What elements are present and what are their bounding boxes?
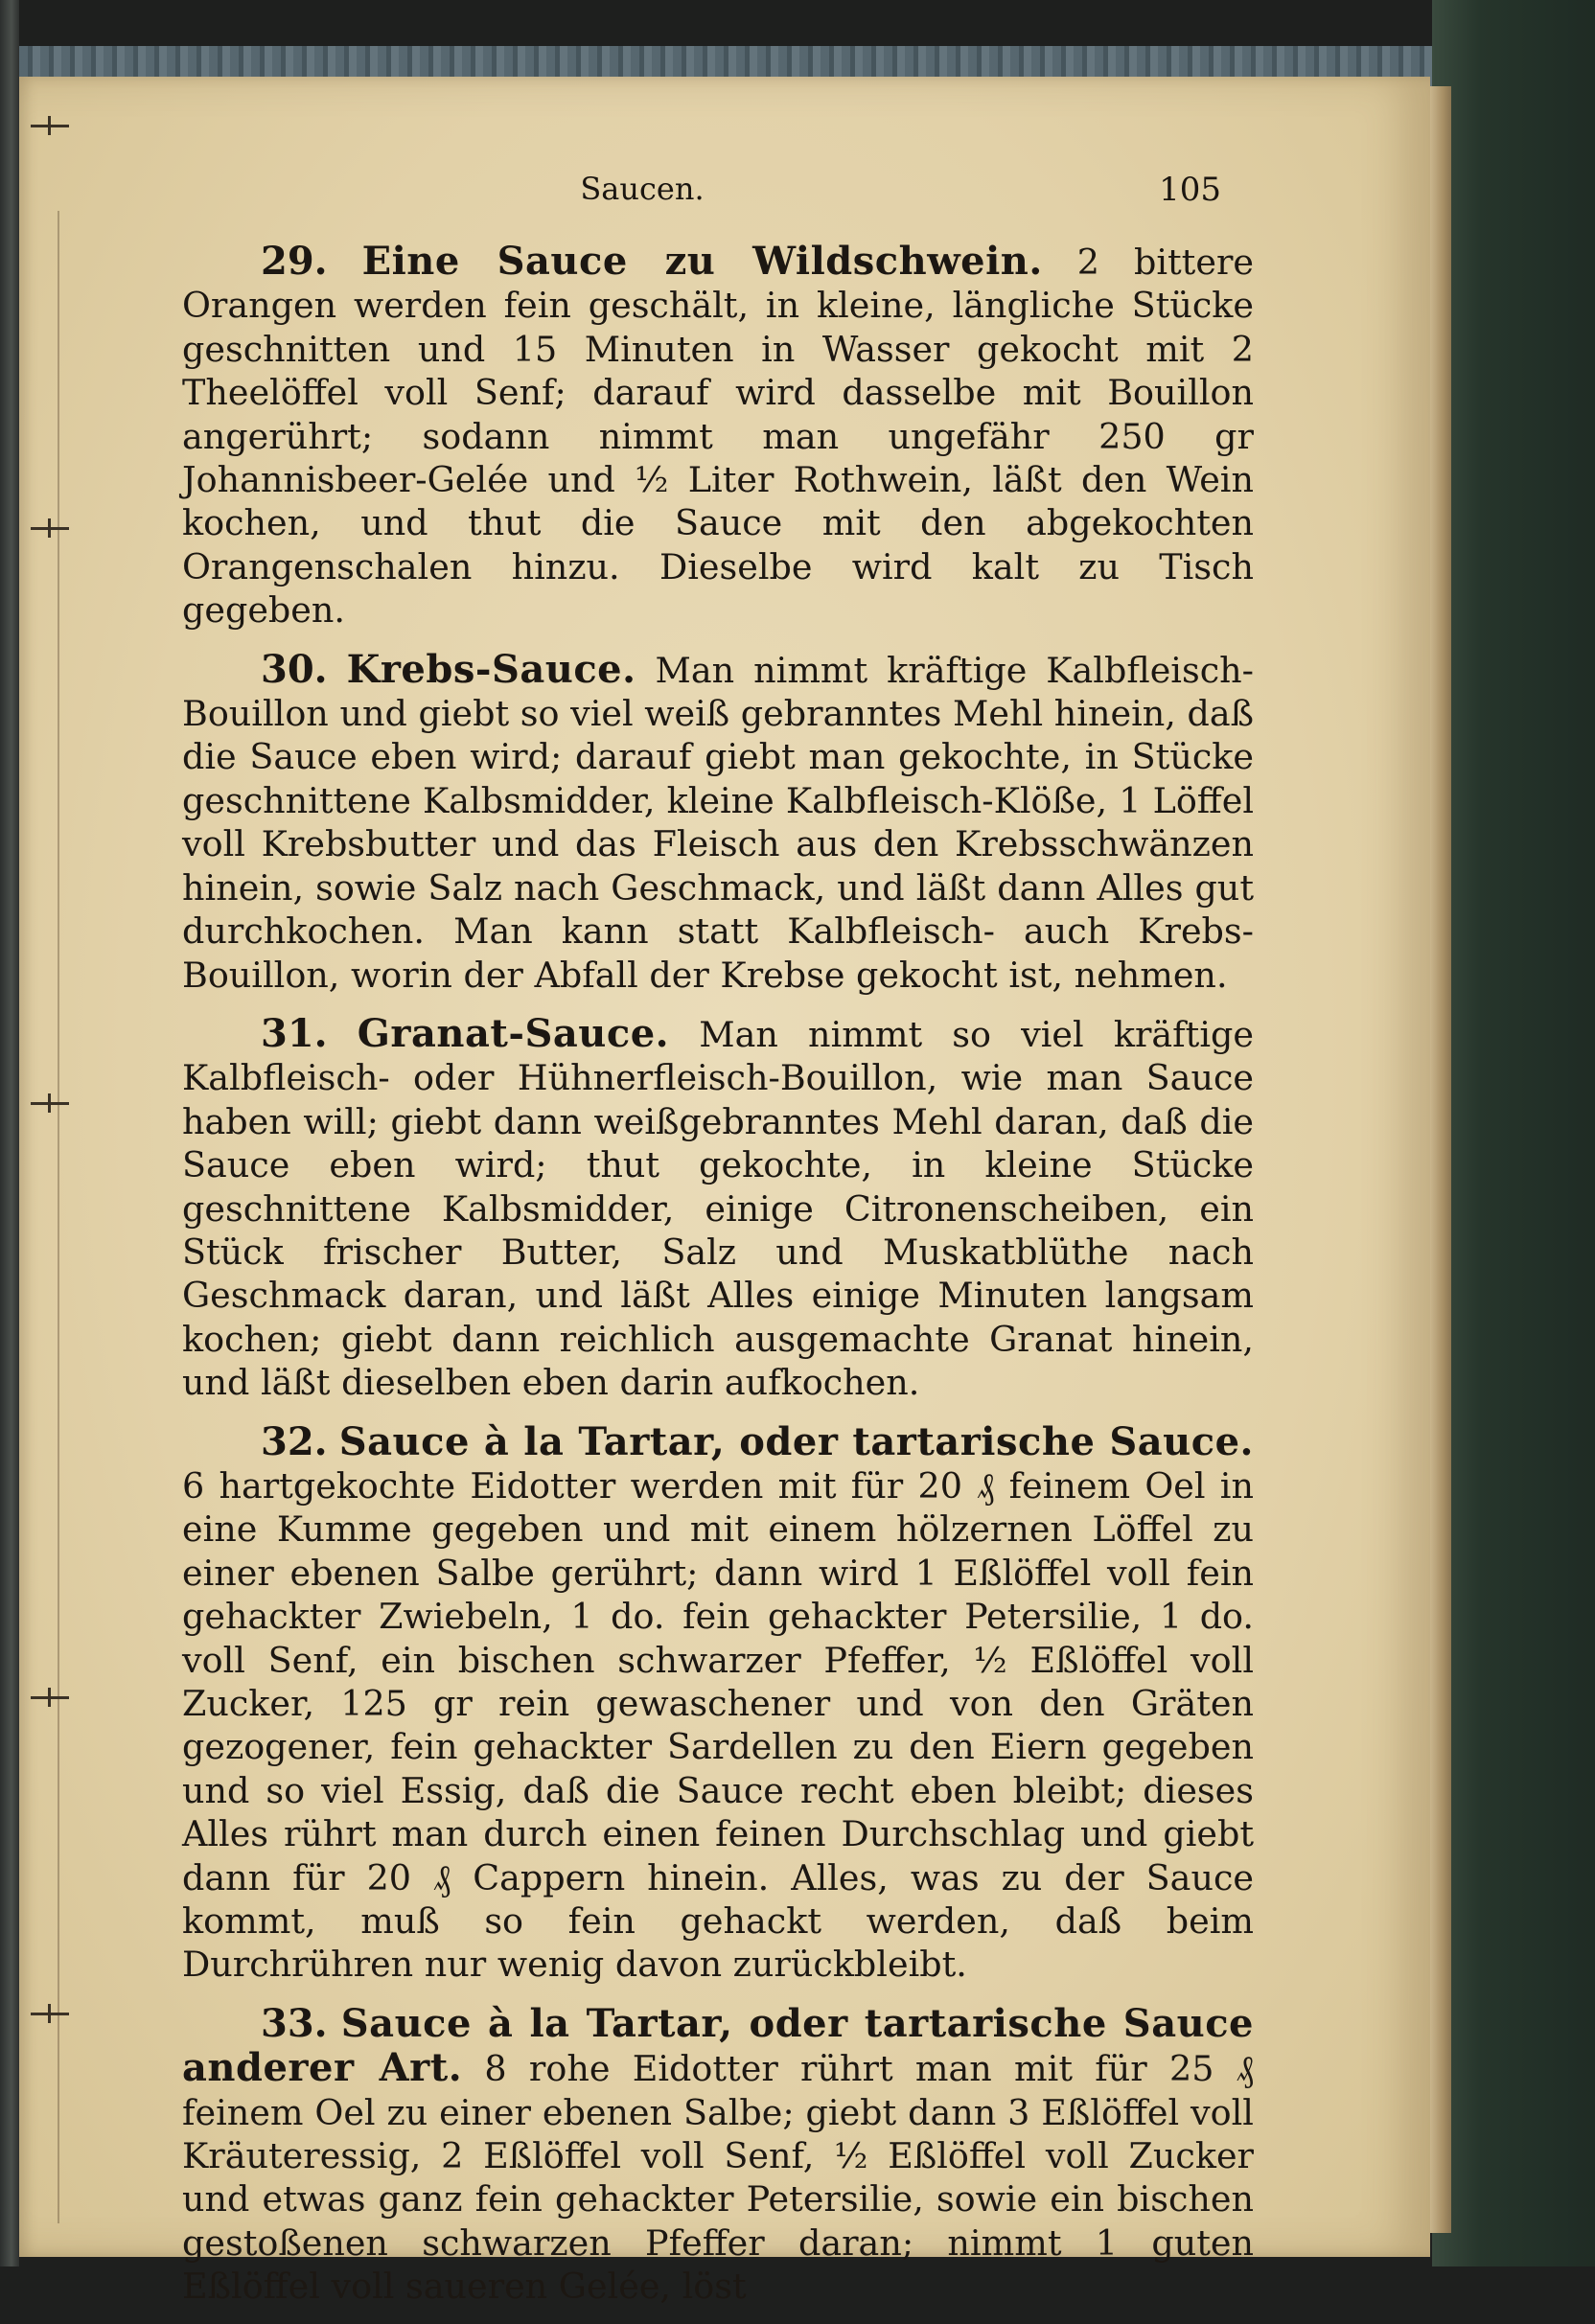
margin-mark: [31, 125, 69, 127]
recipe-text: 8 rohe Eidotter rührt man mit für 25 ₰ feinem Oel zu einer ebenen Salbe; giebt dann 3 Eßlöffel voll Kräuteressig, 2 Eßlöffel voll Senf, ½ Eßlöffel voll Zucker und etwas ganz fein gehackter Petersilie, sowie ein bischen gestoßenen schwarzen Pfeffer daran; nimmt 1 guten Eßlöffel voll saueren Gelée, löst: [182, 2048, 1255, 2308]
page-number: 105: [1159, 171, 1221, 209]
margin-line: [58, 211, 59, 2223]
recipe-title: Eine Sauce zu Wildschwein.: [361, 239, 1043, 284]
recipe-33: [182, 2002, 1254, 2309]
left-book-edge: [0, 0, 19, 2266]
margin-mark: [31, 1102, 69, 1105]
book-page: [19, 77, 1430, 2308]
recipe-number: 31.: [261, 1010, 328, 1056]
recipe-number: 30.: [261, 646, 328, 692]
recipe-number: 29.: [261, 239, 328, 284]
recipe-title: Sauce à la Tartar, oder tartarische Sauce anderer Art.: [182, 2000, 1254, 2091]
recipe-text: Man nimmt so viel kräftige Kalbfleisch- oder Hühnerfleisch-Bouillon, wie man Sauce haben will; giebt dann weißgebranntes Mehl daran, daß die Sauce eben wird; thut gekochte, in kleine Stücke geschnittene Kalbsmidder, einige Citronenscheiben, ein Stück frischer Butter, Salz und Muskatblüthe nach Geschmack daran, und läßt Alles einige Minuten langsam kochen; giebt dann reichlich ausgemachte Granat hinein, und läßt dieselben eben darin aufkochen.: [182, 1013, 1254, 1404]
recipe-title: Krebs-Sauce.: [346, 646, 636, 692]
book-cover-edge: [1432, 0, 1595, 2266]
margin-mark: [31, 527, 69, 530]
recipe-text: Man nimmt kräftige Kalbfleisch-Bouillon und giebt so viel weiß gebranntes Mehl hinein, daß die Sauce eben wird; darauf giebt man gekochte, in Stücke geschnittene Kalbsmidder, kleine Kalbfleisch-Klöße, 1 Löffel voll Krebsbutter und das Fleisch aus den Krebsschwänzen hinein, sowie Salz nach Geschmack, und läßt dann Alles gut durchkochen. Man kann statt Kalbfleisch- auch Krebs-Bouillon, worin der Abfall der Krebse gekocht ist, nehmen.: [182, 649, 1254, 996]
running-head: [19, 163, 1430, 220]
recipe-32: [182, 1420, 1254, 1987]
recipe-title: Sauce à la Tartar, oder tartarische Sauce.: [338, 1418, 1254, 1464]
page-stack-edge: [1430, 86, 1451, 2233]
recipe-text: 2 bittere Orangen werden fein geschält, in kleine, längliche Stücke geschnitten und 15 Minuten in Wasser gekocht mit 2 Theelöffel voll Senf; darauf wird dasselbe mit Bouillon angerührt; sodann nimmt man ungefähr 250 gr Johannisbeer-Gelée und ½ Liter Rothwein, läßt den Wein kochen, und thut die Sauce mit den abgekochten Orangenschalen hinzu. Dieselbe wird kalt zu Tisch gegeben.: [182, 242, 1254, 632]
running-title: Saucen.: [580, 171, 705, 207]
recipe-number: 32.: [261, 1418, 328, 1464]
margin-mark: [31, 1696, 69, 1699]
margin-mark: [31, 2013, 69, 2015]
recipe-text: 6 hartgekochte Eidotter werden mit für 20 ₰ feinem Oel in eine Kumme gegeben und mit einem hölzernen Löffel zu einer ebenen Salbe gerührt; dann wird 1 Eßlöffel voll fein gehackter Zwiebeln, 1 do. fein gehackter Petersilie, 1 do. voll Senf, ein bischen schwarzer Pfeffer, ½ Eßlöffel voll Zucker, 125 gr rein gewaschener und von den Gräten gezogener, fein gehackter Sardellen zu den Eiern gegeben und so viel Essig, daß die Sauce recht eben bleibt; dieses Alles rührt man durch einen feinen Durchschlag und giebt dann für 20 ₰ Cappern hinein. Alles, was zu der Sauce kommt, muß so fein gehackt werden, daß beim Durchrühren nur wenig davon zurückbleibt.: [182, 1464, 1254, 1986]
recipe-number: 33.: [261, 2000, 328, 2046]
recipe-29: [182, 240, 1254, 633]
recipe-title: Granat-Sauce.: [357, 1010, 670, 1056]
recipe-31: [182, 1012, 1254, 1405]
recipe-30: [182, 648, 1254, 997]
text-block: [182, 240, 1254, 2324]
